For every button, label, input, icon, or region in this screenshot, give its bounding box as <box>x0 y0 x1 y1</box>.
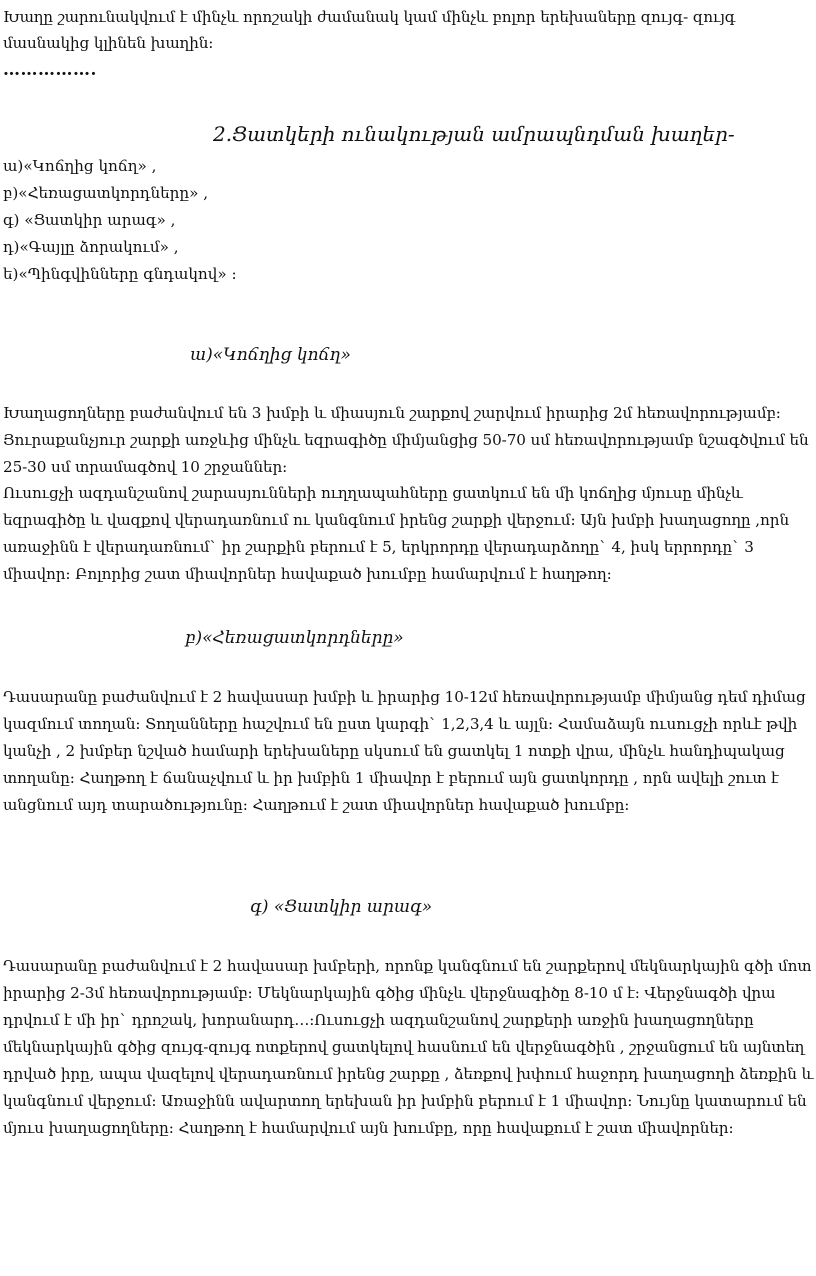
game-b-line: կազմում տողան: Տողանները հաշվում են ըստ կարգի` 1,2,3,4 և այլն: Համաձայն ուսուցչի որևէ թվի <box>3 715 798 733</box>
game-b-line: կանչի , 2 խմբեր նշված համարի երեխաները սկսում են ցատկել 1 ոտքի վրա, մինչև հանդիպակաց <box>3 742 785 760</box>
game-a-line: Յուրաքանչյուր շարքի առջևից մինչև եզրագիծը միմյանցից 50-70 սմ հեռավորությամբ նշագծվում են <box>3 431 809 449</box>
intro-line-2: մասնակից կլինեն խաղին: <box>3 34 214 52</box>
game-a-line: միավոր: Բոլորից շատ միավորներ հավաքած խումբը համարվում է հաղթող: <box>3 565 612 583</box>
game-c-line: Դասարանը բաժանվում է 2 հավասար խմբերի, որոնք կանգնում են շարքերով մեկնարկային գծի մոտ <box>3 957 812 975</box>
game-b-line: Դասարանը բաժանվում է 2 հավասար խմբի և իրարից 10-12մ հեռավորությամբ միմյանց դեմ դիմաց <box>3 688 806 706</box>
game-c-line: դրվում է մի իր` դրոշակ, խորանարդ…:Ուսուցչի ազդանշանով շարքերի առջին խաղացողները <box>3 1011 754 1029</box>
section-title: 2.Ցատկերի ունակության ամրապնդման խաղեր- <box>213 122 735 146</box>
game-c-line: մյուս խաղացողները: Հաղթող է համարվում այն խումբը, որը հավաքում է շատ միավորներ: <box>3 1119 734 1137</box>
list-item: ե)«Պինգվինները գնդակով» : <box>3 265 237 283</box>
list-item: ա)«Կոճղից կոճղ» , <box>3 157 157 175</box>
list-item: գ) «Ցատկիր արագ» , <box>3 211 176 229</box>
game-c-line: մեկնարկային գծից զույգ-զույգ ոտքերով ցատկելով հասնում են վերջնագծին , շրջանցում են այնտեղ <box>3 1038 805 1056</box>
game-c-line: կանգնում վերջում: Առաջինն ավարտող երեխան իր խմբին բերում է 1 միավոր: Նույնը կատարում են <box>3 1092 807 1110</box>
list-item: բ)«Հեռացատկորդները» , <box>3 184 209 202</box>
intro-line-1: Խաղը շարունակվում է մինչև որոշակի ժամանակ կամ մինչև բոլոր երեխաները զույգ- զույգ <box>3 8 736 26</box>
game-a-line: 25-30 սմ տրամագծով 10 շրջաններ: <box>3 458 288 476</box>
game-b-line: անցնում այդ տարածությունը: Հաղթում է շատ միավորներ հավաքած խումբը: <box>3 796 630 814</box>
game-b-line: տողանը: Հաղթող է ճանաչվում և իր խմբին 1 միավոր է բերում այն ցատկորդը , որն ավելի շուտ է <box>3 769 779 787</box>
game-c-line: դրված իրը, ապա վազելով վերադառնում իրենց շարքը , ձեռքով խփում հաջորդ խաղացողի ձեռքին և <box>3 1065 814 1083</box>
ellipsis-separator: ……………. <box>3 60 97 80</box>
game-a-line: եզրագիծը և վազքով վերադառնում ու կանգնում իրենց շարքի վերջում: Այն խմբի խաղացողը ,որն <box>3 511 790 529</box>
game-a-line: Խաղացողները բաժանվում են 3 խմբի և միասյուն շարքով շարվում իրարից 2մ հեռավորությամբ: <box>3 404 781 422</box>
list-item: դ)«Գայլը ձորակում» , <box>3 238 179 256</box>
game-c-title: գ) «Ցատկիր արագ» <box>250 897 433 917</box>
game-a-line: Ուսուցչի ազդանշանով շարասյունների ուղղապահները ցատկում են մի կոճղից մյուսը մինչև <box>3 484 743 502</box>
game-a-line: առաջինն է վերադառնում` իր շարքին բերում է 5, երկրորդը վերադարձողը` 4, իսկ երրորդը` 3 <box>3 538 754 556</box>
game-a-title: ա)«Կոճղից կոճղ» <box>190 345 351 365</box>
game-b-title: բ)«Հեռացատկորդները» <box>185 628 404 648</box>
game-c-line: իրարից 2-3մ հեռավորությամբ: Մեկնարկային գծից մինչև վերջնագիծը 8-10 մ է: Վերջնագծի վրա <box>3 984 776 1002</box>
